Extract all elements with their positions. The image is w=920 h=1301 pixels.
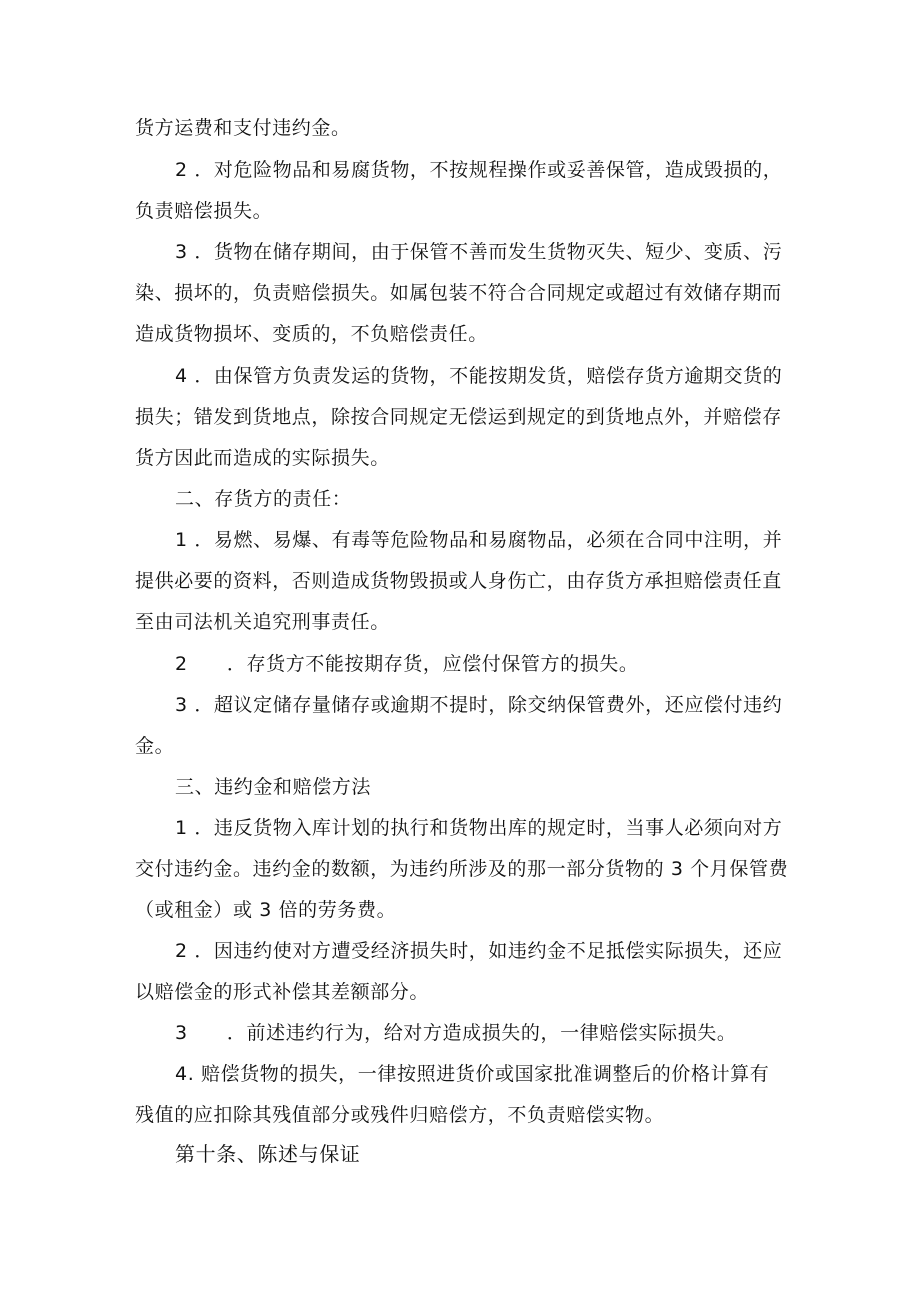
text-line: 负责赔偿损失。 bbox=[135, 200, 273, 222]
section-heading: 三、违约金和赔偿方法 bbox=[175, 776, 372, 798]
text-line: 造成货物损坏、变质的，不负赔偿责任。 bbox=[135, 323, 488, 345]
text-line: （或租金）或 3 倍的劳务费。 bbox=[135, 899, 397, 921]
section-heading: 二、存货方的责任： bbox=[175, 488, 352, 510]
list-item: 2 ．存货方不能按期存货，应偿付保管方的损失。 bbox=[175, 653, 639, 675]
text-line: 交付违约金。违约金的数额，为违约所涉及的那一部分货物的 3 个月保管费 bbox=[135, 858, 789, 880]
text-line: 货方因此而造成的实际损失。 bbox=[135, 447, 390, 469]
list-item: 1 ．违反货物入库计划的执行和货物出库的规定时，当事人必须向对方 bbox=[175, 817, 783, 839]
text-line: 残值的应扣除其残值部分或残件归赔偿方，不负责赔偿实物。 bbox=[135, 1104, 665, 1126]
text-line: 金。 bbox=[135, 735, 175, 757]
list-item: 4 ．由保管方负责发运的货物，不能按期发货，赔偿存货方逾期交货的 bbox=[175, 365, 783, 387]
list-item: 2 ．因违约使对方遭受经济损失时，如违约金不足抵偿实际损失，还应 bbox=[175, 940, 783, 962]
list-item: 2 ．对危险物品和易腐货物，不按规程操作或妥善保管，造成毁损的， bbox=[175, 159, 783, 181]
list-item: 3 ．前述违约行为，给对方造成损失的，一律赔偿实际损失。 bbox=[175, 1022, 737, 1044]
list-item: 3 ．货物在储存期间，由于保管不善而发生货物灭失、短少、变质、污 bbox=[175, 241, 783, 263]
list-item: 3 ．超议定储存量储存或逾期不提时，除交纳保管费外，还应偿付违约 bbox=[175, 694, 783, 716]
text-line: 货方运费和支付违约金。 bbox=[135, 117, 351, 139]
list-item: 1 ．易燃、易爆、有毒等危险物品和易腐物品，必须在合同中注明，并 bbox=[175, 529, 783, 551]
article-heading: 第十条、陈述与保证 bbox=[175, 1142, 361, 1166]
list-item: 4. 赔偿货物的损失，一律按照进货价或国家批准调整后的价格计算有 bbox=[175, 1063, 770, 1085]
text-line: 以赔偿金的形式补偿其差额部分。 bbox=[135, 981, 430, 1003]
text-line: 染、损坏的，负责赔偿损失。如属包装不符合合同规定或超过有效储存期而 bbox=[135, 282, 782, 304]
text-line: 损失；错发到货地点，除按合同规定无偿运到规定的到货地点外，并赔偿存 bbox=[135, 406, 782, 428]
text-line: 至由司法机关追究刑事责任。 bbox=[135, 611, 390, 633]
text-line: 提供必要的资料，否则造成货物毁损或人身伤亡，由存货方承担赔偿责任直 bbox=[135, 570, 782, 592]
